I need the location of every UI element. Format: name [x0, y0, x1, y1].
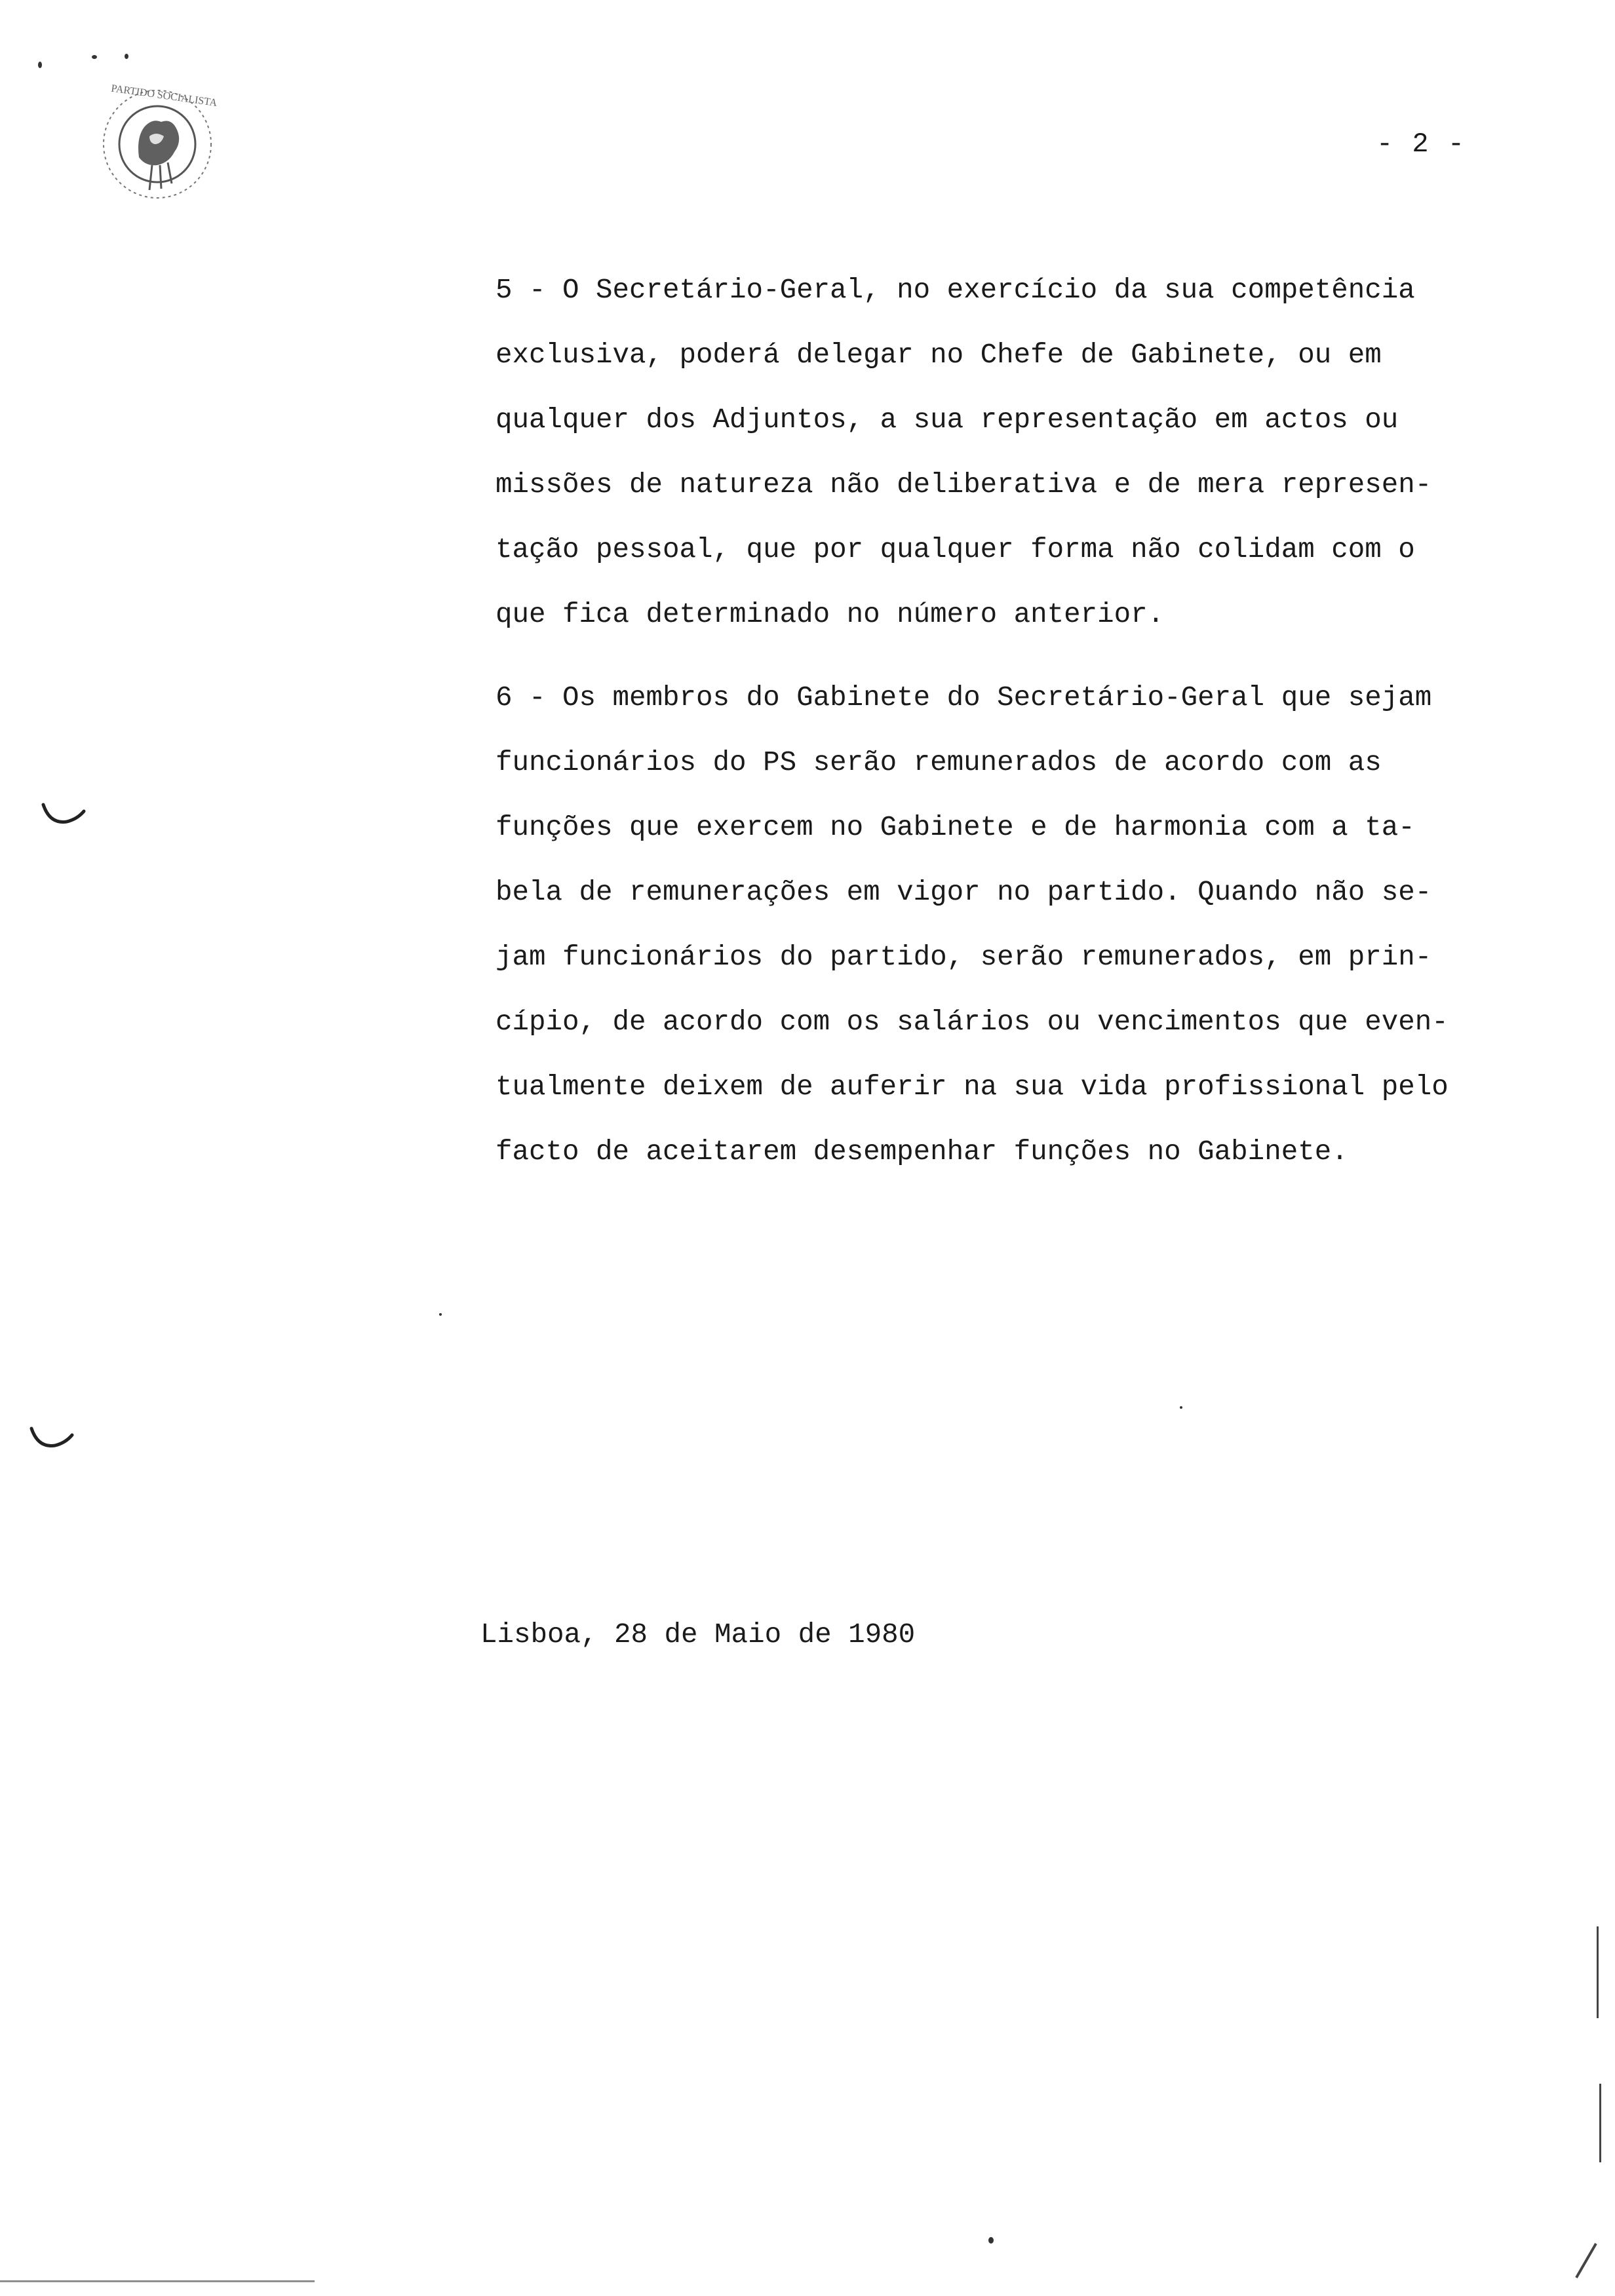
text-line: jam funcionários do partido, serão remunerados, em prin-	[496, 942, 1432, 973]
date-line: Lisboa, 28 de Maio de 1980	[480, 1619, 916, 1651]
text-line: missões de natureza não deliberativa e de mera represen-	[496, 469, 1432, 501]
page-edge-mark	[0, 2280, 315, 2282]
text-line: qualquer dos Adjuntos, a sua representação em actos ou	[496, 404, 1399, 436]
text-line: funcionários do PS serão remunerados de acordo com as	[496, 747, 1382, 778]
fist-rose-seal-icon	[79, 79, 236, 210]
text-line: cípio, de acordo com os salários ou vencimentos que even-	[496, 1006, 1449, 1038]
text-line: tualmente deixem de auferir na sua vida profissional pelo	[496, 1071, 1449, 1103]
scan-speck	[38, 62, 42, 68]
binder-hole-mark-icon	[41, 802, 87, 831]
scan-speck	[1180, 1406, 1182, 1409]
scan-speck	[439, 1313, 442, 1316]
page-edge-mark	[1599, 2084, 1601, 2162]
page-edge-mark	[1597, 1926, 1599, 2018]
party-seal-logo	[79, 79, 236, 210]
text-line: 6 - Os membros do Gabinete do Secretário-Geral que sejam	[496, 682, 1432, 714]
text-line: que fica determinado no número anterior.	[496, 599, 1165, 630]
scan-speck	[988, 2237, 994, 2244]
text-line: tação pessoal, que por qualquer forma não colidam com o	[496, 534, 1415, 565]
text-line: funções que exercem no Gabinete e de harmonia com a ta-	[496, 812, 1415, 843]
text-line: 5 - O Secretário-Geral, no exercício da sua competência	[496, 275, 1415, 306]
text-line: bela de remunerações em vigor no partido. Quando não se-	[496, 877, 1432, 908]
scan-speck	[92, 55, 97, 59]
page-number: - 2 -	[1376, 128, 1466, 160]
text-line: exclusiva, poderá delegar no Chefe de Gabinete, ou em	[496, 339, 1382, 371]
svg-text:PARTIDO SOCIALISTA: PARTIDO SOCIALISTA	[110, 83, 218, 109]
scan-speck	[125, 54, 128, 59]
text-line: facto de aceitarem desempenhar funções no Gabinete.	[496, 1136, 1348, 1168]
binder-hole-mark-icon	[29, 1426, 75, 1455]
page-edge-mark	[1575, 2243, 1597, 2278]
